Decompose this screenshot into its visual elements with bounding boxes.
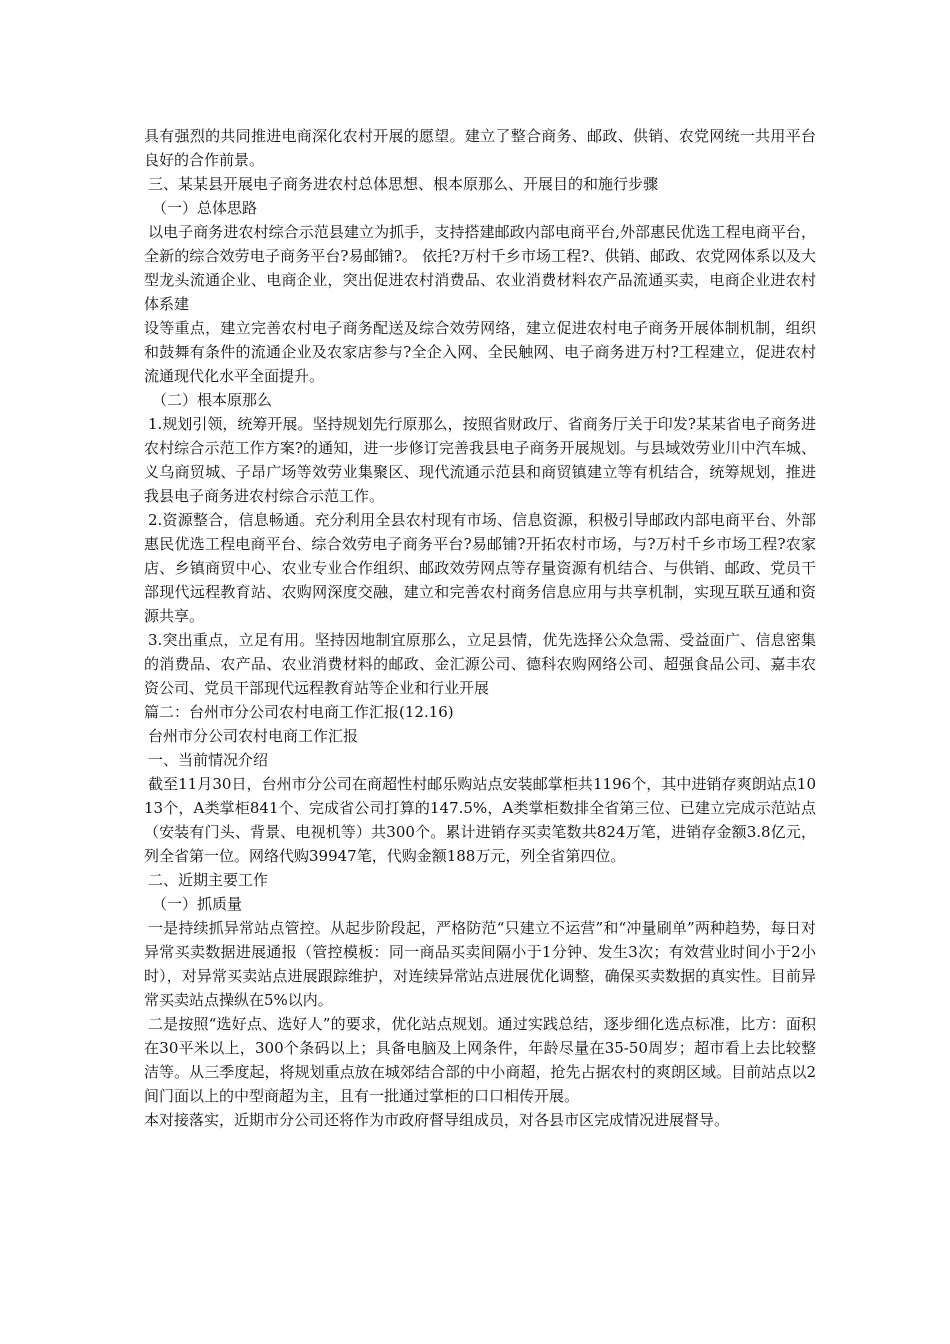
paragraph-overall-idea: 以电子商务进农村综合示范县建立为抓手，支持搭建邮政内部电商平台,外部惠民优选工程电商平台，全新的综合效劳电子商务平台?易邮铺?。 依托?万村千乡市场工程?、供销、邮政、农党网体系以及大型龙头流通企业、电商企业，突出促进农村消费品、农业消费材料农产品流通买卖，电商企业进农村体系建: [144, 223, 816, 313]
section-heading-current-situation: 一、当前情况介绍: [148, 751, 269, 769]
document-body: [144, 124, 816, 1132]
subheading-overall-idea: （一）总体思路: [152, 199, 258, 217]
subheading-principles: （二）根本原那么: [152, 391, 273, 409]
paragraph-closing: 本对接落实，近期市分公司还将作为市政府督导组成员，对各县市区完成情况进展督导。: [144, 1111, 730, 1129]
section-heading-3: 三、某某县开展电子商务进农村总体思想、根本原那么、开展目的和施行步骤: [148, 175, 659, 193]
paragraph-intro-continuation: 具有强烈的共同推进电商深化农村开展的愿望。建立了整合商务、邮政、供销、农党网统一共用平台良好的合作前景。: [144, 127, 816, 169]
subheading-quality: （一）抓质量: [152, 895, 243, 913]
paragraph-overall-idea-continued: 设等重点，建立完善农村电子商务配送及综合效劳网络，建立促进农村电子商务开展体制机制，组织和鼓舞有条件的流通企业及农家店参与?全企入网、全民触网、电子商务进万村?工程建立，促进农村流通现代化水平全面提升。: [144, 319, 816, 385]
paragraph-principle-3: 3.突出重点，立足有用。坚持因地制宜原那么，立足县情，优先选择公众急需、受益面广、信息密集的消费品、农产品、农业消费材料的邮政、金汇源公司、德科农购网络公司、超强食品公司、嘉丰农资公司、党员干部现代远程教育站等企业和行业开展: [144, 631, 816, 697]
paragraph-quality-2: 二是按照“选好点、选好人”的要求，优化站点规划。通过实践总结，逐步细化选点标准，比方：面积在30平米以上，300个条码以上；具备电脑及上网条件，年龄尽量在35-50周岁；超市看上去比较整洁等。从三季度起，将规划重点放在城郊结合部的中小商超，抢先占据农村的爽朗区域。目前站点以2间门面以上的中型商超为主，且有一批通过掌柜的口口相传开展。: [144, 1015, 816, 1105]
chapter-heading-part-2: 篇二：台州市分公司农村电商工作汇报(12.16): [144, 703, 454, 721]
report-title: 台州市分公司农村电商工作汇报: [148, 727, 359, 745]
paragraph-current-situation: 截至11月30日，台州市分公司在商超性村邮乐购站点安装邮掌柜共1196个，其中进销存爽朗站点1013个，A类掌柜841个、完成省公司打算的147.5%，A类掌柜数排全省第三位、已建立完成示范站点（安装有门头、背景、电视机等）共300个。累计进销存买卖笔数共824万笔，进销存金额3.8亿元，列全省第一位。网络代购39947笔，代购金额188万元，列全省第四位。: [144, 775, 816, 865]
paragraph-principle-2: 2.资源整合，信息畅通。充分利用全县农村现有市场、信息资源，积极引导邮政内部电商平台、外部惠民优选工程电商平台、综合效劳电子商务平台?易邮铺?开拓农村市场，与?万村千乡市场工程?农家店、乡镇商贸中心、农业专业合作组织、邮政效劳网点等存量资源有机结合、与供销、邮政、党员干部现代远程教育站、农购网深度交融，建立和完善农村商务信息应用与共享机制，实现互联互通和资源共享。: [144, 511, 816, 625]
paragraph-principle-1: 1.规划引领，统筹开展。坚持规划先行原那么，按照省财政厅、省商务厅关于印发?某某省电子商务进农村综合示范工作方案?的通知，进一步修订完善我县电子商务开展规划。与县域效劳业川中汽车城、义乌商贸城、子昂广场等效劳业集聚区、现代流通示范县和商贸镇建立等有机结合，统筹规划，推进我县电子商务进农村综合示范工作。: [144, 415, 816, 505]
paragraph-quality-1: 一是持续抓异常站点管控。从起步阶段起，严格防范“只建立不运营”和“冲量刷单”两种趋势，每日对异常买卖数据进展通报（管控模板：同一商品买卖间隔小于1分钟、发生3次；有效营业时间小于2小时），对异常买卖站点进展跟踪维护，对连续异常站点进展优化调整，确保买卖数据的真实性。目前异常买卖站点操纵在5%以内。: [144, 919, 816, 1009]
section-heading-recent-work: 二、近期主要工作: [148, 871, 269, 889]
